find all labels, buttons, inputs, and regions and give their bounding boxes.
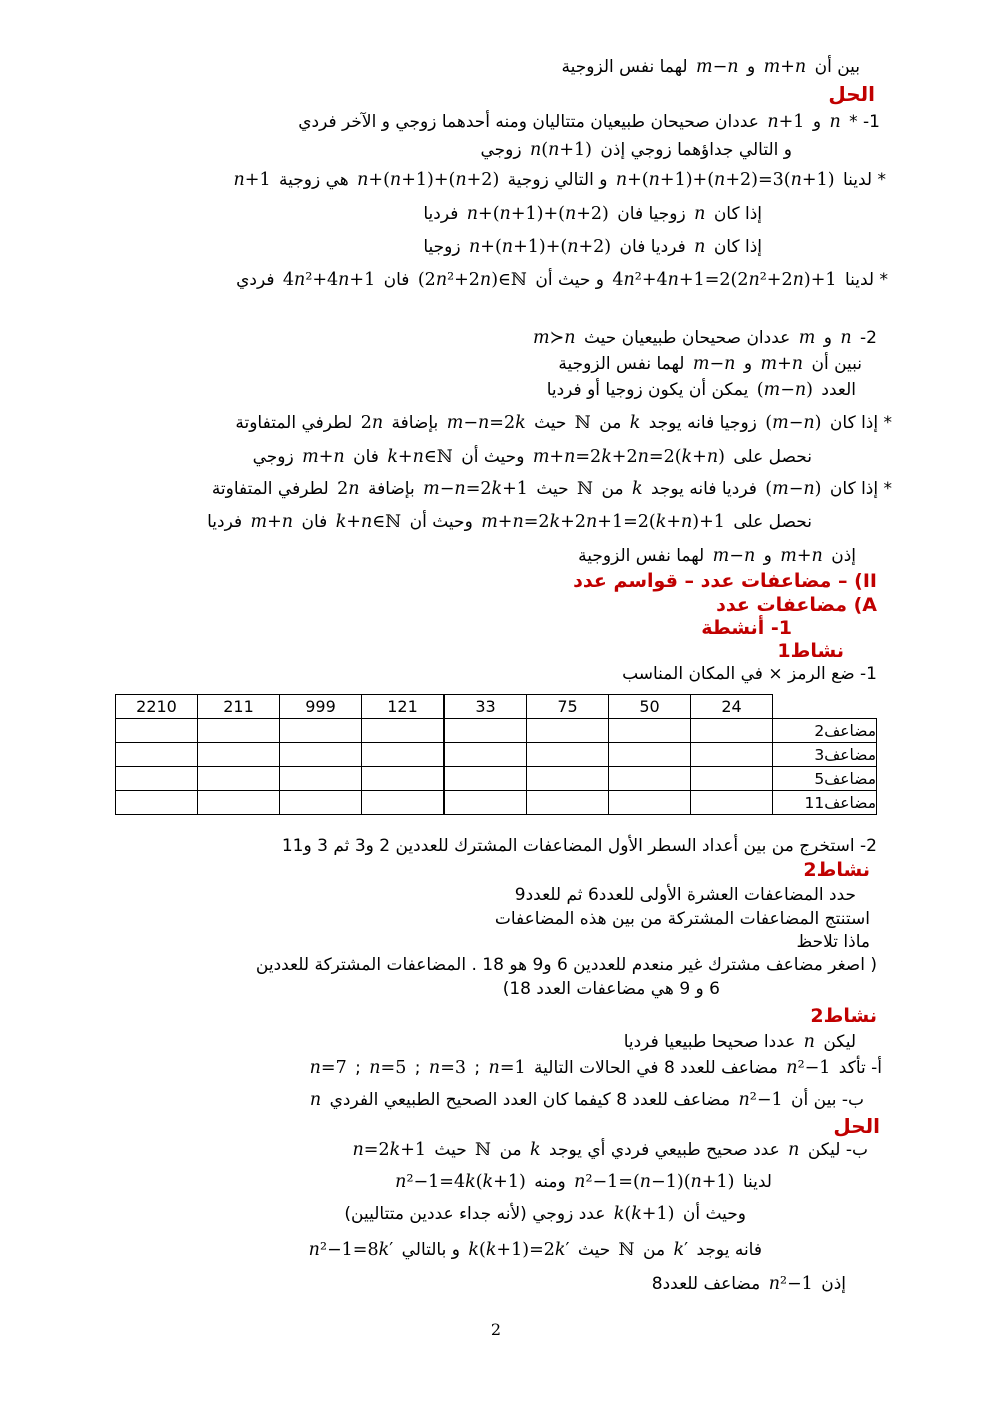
activity1-instruction1 xyxy=(622,664,877,685)
activity3-given xyxy=(624,1032,856,1054)
arabic-text: * إذا كان xyxy=(829,413,892,433)
arabic-text: فرديا xyxy=(423,204,459,224)
arabic-text: حيث xyxy=(534,413,567,433)
arabic-text: و xyxy=(763,546,772,566)
table-cell xyxy=(527,767,609,791)
table-cell xyxy=(691,767,773,791)
table-header-cell: 50 xyxy=(609,695,691,719)
table-cell xyxy=(116,791,198,815)
math-expression: m−n xyxy=(696,57,739,77)
arabic-text: استنتج المضاعفات المشتركة من بين هذه المضاعفات xyxy=(494,909,870,929)
arabic-text: إذن xyxy=(831,546,856,566)
math-expression: (m−n) xyxy=(765,479,822,499)
table-cell xyxy=(362,767,445,791)
activity2-step2 xyxy=(495,909,870,930)
table-corner-cell xyxy=(773,695,877,719)
math-expression: n=3 xyxy=(428,1058,466,1078)
math-expression: k xyxy=(629,413,641,433)
math-expression: n+1 xyxy=(233,170,271,190)
math-expression: m−n xyxy=(712,546,756,566)
arabic-text: ( اصغر مضاعف مشترك غير منعدم للعددين 6 و9 هو 18 . المضاعفات المشتركة للعددين xyxy=(255,955,877,975)
math-expression: (m−n) xyxy=(765,413,822,433)
table-header-cell: 33 xyxy=(444,695,527,719)
table-cell xyxy=(198,743,280,767)
arabic-text: بين أن xyxy=(814,57,860,77)
math-expression: n=7 xyxy=(309,1058,347,1078)
table-cell xyxy=(198,719,280,743)
math-expression: n=1 xyxy=(488,1058,526,1078)
heading-activity-1: نشاط1 xyxy=(777,640,844,662)
math-expression: n²−1=8k′ xyxy=(308,1240,394,1260)
math-expression: m+n xyxy=(760,354,804,374)
math-expression: ℕ xyxy=(475,1140,492,1160)
table-header-cell: 999 xyxy=(280,695,362,719)
math-expression: n(n+1) xyxy=(529,140,592,160)
arabic-text: فرديا فان xyxy=(619,237,686,257)
table-cell xyxy=(280,743,362,767)
arabic-text: ماذا تلاحظ xyxy=(796,932,870,952)
math-expression: ℕ xyxy=(577,479,594,499)
arabic-text: و xyxy=(743,354,753,374)
part2-cases xyxy=(547,380,856,402)
activity2-step1 xyxy=(515,885,856,906)
arabic-text: نحصل على xyxy=(733,447,812,467)
arabic-text: مضاعف للعدد 8 في الحالات التالية xyxy=(534,1058,778,1078)
table-cell xyxy=(527,719,609,743)
math-expression: k′ xyxy=(673,1240,689,1260)
arabic-text: بإضافة xyxy=(367,479,415,499)
table-row-label: مضاعف3 xyxy=(773,743,877,767)
arabic-text: و xyxy=(823,328,832,348)
arabic-text: نحصل على xyxy=(733,512,812,532)
arabic-text: هي زوجية xyxy=(279,170,349,190)
arabic-text: 1- ضع الرمز × في المكان المناسب xyxy=(622,664,877,684)
solution-b-even-product xyxy=(344,1204,746,1226)
math-expression: n+(n+1)+(n+2)=3(n+1) xyxy=(615,170,835,190)
arabic-text: ب- بين أن xyxy=(791,1090,864,1110)
activity3-b xyxy=(307,1090,864,1112)
arabic-text: حيث xyxy=(536,479,569,499)
math-expression: n=2k+1 xyxy=(352,1140,426,1160)
heading-section-a: A) مضاعفات عدد xyxy=(716,594,877,616)
arabic-text: و xyxy=(746,57,756,77)
arabic-text: عددان صحيحان طبيعيان متتاليان ومنه أحدهما زوجي و الآخر فردي xyxy=(298,112,759,132)
math-expression: n=5 xyxy=(369,1058,407,1078)
math-expression: n²−1 xyxy=(738,1090,783,1110)
arabic-text: وحيث أن xyxy=(682,1204,746,1224)
page-number: 2 xyxy=(490,1320,502,1339)
math-expression: m+n=2k+2n+1=2(k+n)+1 xyxy=(481,512,725,532)
math-expression: 2n xyxy=(337,479,360,499)
arabic-text: مضاعف للعدد8 xyxy=(651,1274,761,1294)
heading-solution-2: الحل xyxy=(833,1114,880,1138)
table-row xyxy=(116,791,877,815)
math-expression: m−n=2k+1 xyxy=(423,479,528,499)
math-expression: m−n=2k xyxy=(446,413,526,433)
arabic-text: حيث xyxy=(434,1140,467,1160)
arabic-text: زوجي xyxy=(252,447,294,467)
math-expression: n xyxy=(309,1090,322,1110)
table-cell xyxy=(198,767,280,791)
heading-activity-2b: نشاط2 xyxy=(810,1005,877,1027)
table-cell xyxy=(116,719,198,743)
arabic-text: وحيث أن xyxy=(409,512,473,532)
math-expression: m−n xyxy=(692,354,736,374)
table-cell xyxy=(116,743,198,767)
case-odd-conclusion xyxy=(207,512,812,534)
arabic-text: إذن xyxy=(821,1274,846,1294)
part2-goal xyxy=(558,354,862,376)
arabic-text: مضاعف للعدد 8 كيفما كان العدد الصحيح الطبيعي الفردي xyxy=(329,1090,731,1110)
arabic-text: * لدينا xyxy=(842,170,886,190)
math-expression: (m−n) xyxy=(756,380,813,400)
math-expression: k(k+1)=2k′ xyxy=(468,1240,570,1260)
arabic-text: 1- * xyxy=(849,112,880,132)
arabic-text: فرديا xyxy=(207,512,243,532)
math-expression: n²−1 xyxy=(786,1058,831,1078)
arabic-text: و حيث أن xyxy=(535,270,604,290)
math-expression: m+n xyxy=(780,546,823,566)
case-even-hypothesis xyxy=(235,413,892,435)
math-expression: (2n²+2n)∈ℕ xyxy=(417,270,527,290)
solution-b-conclusion xyxy=(652,1274,846,1296)
math-expression: m+n=2k+2n=2(k+n) xyxy=(532,447,725,467)
math-expression: k+n∈ℕ xyxy=(387,447,453,467)
arabic-text: لهما نفس الزوجية xyxy=(561,57,688,77)
case-n-odd xyxy=(423,237,762,259)
math-expression: n xyxy=(840,328,852,348)
solution-b-kprime xyxy=(306,1240,762,1262)
table-cell xyxy=(444,767,527,791)
table-cell xyxy=(280,791,362,815)
arabic-text: و التالي زوجية xyxy=(507,170,608,190)
math-expression: n+1 xyxy=(767,112,805,132)
math-expression: n²−1=4k(k+1) xyxy=(395,1172,526,1192)
table-row-label: مضاعف2 xyxy=(773,719,877,743)
arabic-text: إذا كان xyxy=(713,237,762,257)
arabic-text: من xyxy=(601,479,624,499)
arabic-text: أ- تأكد xyxy=(838,1058,882,1078)
heading-activities: 1- أنشطة xyxy=(701,617,792,639)
table-cell xyxy=(198,791,280,815)
table-cell xyxy=(362,743,445,767)
activity2-question xyxy=(796,932,870,953)
table-cell xyxy=(609,791,691,815)
table-cell xyxy=(691,791,773,815)
activity3-a xyxy=(307,1058,882,1080)
arabic-text: ; xyxy=(474,1058,481,1078)
part2-conclusion xyxy=(578,546,856,568)
activity2-remark-1 xyxy=(256,955,877,976)
heading-solution-1: الحل xyxy=(828,82,875,106)
math-expression: n xyxy=(829,112,841,132)
math-expression: 4n²+4n+1 xyxy=(282,270,376,290)
table-row xyxy=(116,767,877,791)
multiples-table xyxy=(115,694,877,815)
arabic-text: ; xyxy=(355,1058,361,1078)
arabic-text: عدد صحيح طبيعي فردي أي يوجد xyxy=(549,1140,780,1160)
math-expression: n+(n+1)+(n+2) xyxy=(466,204,609,224)
math-expression: k(k+1) xyxy=(613,1204,675,1224)
math-expression: m xyxy=(798,328,816,348)
table-cell xyxy=(609,767,691,791)
arabic-text: عدد زوجي (لأنه جداء عددين متتاليين) xyxy=(344,1204,606,1224)
arabic-text: فرديا فانه يوجد xyxy=(650,479,757,499)
table-cell xyxy=(362,791,445,815)
arabic-text: زوجيا xyxy=(423,237,461,257)
arabic-text: من xyxy=(643,1240,666,1260)
table-header-cell: 2210 xyxy=(116,695,198,719)
table-row xyxy=(116,743,877,767)
table-cell xyxy=(116,767,198,791)
arabic-text: ليكن xyxy=(823,1032,856,1052)
arabic-text: زوجي xyxy=(480,140,522,160)
table-cell xyxy=(280,767,362,791)
arabic-text: * لدينا xyxy=(844,270,888,290)
arabic-text: ; xyxy=(414,1058,421,1078)
step-odd-square xyxy=(236,270,888,292)
arabic-text: 2- استخرج من بين أعداد السطر الأول المضاعفات المشترك للعددين 2 و3 ثم 3 و11 xyxy=(281,836,877,856)
table-row xyxy=(116,719,877,743)
arabic-text: بإضافة xyxy=(391,413,439,433)
arabic-text: يمكن أن يكون زوجيا أو فرديا xyxy=(546,380,749,400)
math-expression: n xyxy=(694,237,706,257)
math-expression: n xyxy=(694,204,706,224)
table-cell xyxy=(280,719,362,743)
math-expression: n+(n+1)+(n+2) xyxy=(357,170,500,190)
arabic-text: وحيث أن xyxy=(461,447,525,467)
solution-b-setup xyxy=(349,1140,868,1162)
arabic-text: حيث xyxy=(577,1240,611,1260)
activity1-instruction2 xyxy=(282,836,877,857)
arabic-text: لهما نفس الزوجية xyxy=(558,354,685,374)
solution-b-expand xyxy=(392,1172,772,1194)
table-cell xyxy=(527,743,609,767)
arabic-text: عددان صحيحان طبيعيان حيث xyxy=(583,328,791,348)
arabic-text: و بالتالي xyxy=(401,1240,460,1260)
step-1-product xyxy=(480,140,792,162)
problem-statement xyxy=(562,57,860,79)
table-row-label: مضاعف5 xyxy=(773,767,877,791)
math-expression: 2n xyxy=(360,413,384,433)
table-header-cell: 24 xyxy=(691,695,773,719)
arabic-text: من xyxy=(499,1140,522,1160)
math-expression: m≻n xyxy=(532,328,576,348)
arabic-text: لطرفي المتفاوتة xyxy=(211,479,329,499)
arabic-text: إذا كان xyxy=(713,204,762,224)
math-expression: m+n xyxy=(302,447,345,467)
math-expression: k+n∈ℕ xyxy=(335,512,402,532)
arabic-text: لدينا xyxy=(742,1172,772,1192)
arabic-text: لطرفي المتفاوتة xyxy=(235,413,353,433)
math-expression: n²−1 xyxy=(768,1274,813,1294)
arabic-text: 6 و 9 هي مضاعفات العدد 18) xyxy=(502,979,720,999)
part2-given xyxy=(530,328,877,350)
arabic-text: فانه يوجد xyxy=(696,1240,762,1260)
table-cell xyxy=(691,719,773,743)
math-expression: ℕ xyxy=(618,1240,635,1260)
heading-activity-2a: نشاط2 xyxy=(803,859,870,881)
arabic-text: زوجيا فانه يوجد xyxy=(648,413,757,433)
arabic-text: فان xyxy=(383,270,410,290)
arabic-text: فردي xyxy=(236,270,275,290)
table-header-cell: 211 xyxy=(198,695,280,719)
table-cell xyxy=(691,743,773,767)
table-cell xyxy=(444,743,527,767)
step-sum-three xyxy=(231,170,886,192)
arabic-text: نبين أن xyxy=(811,354,862,374)
math-expression: n xyxy=(803,1032,815,1052)
math-expression: m+n xyxy=(763,57,807,77)
table-cell xyxy=(444,719,527,743)
arabic-text: و xyxy=(812,112,822,132)
math-expression: m+n xyxy=(250,512,294,532)
math-expression: ℕ xyxy=(574,413,591,433)
arabic-text: عددا صحيحا طبيعيا فرديا xyxy=(623,1032,796,1052)
table-cell xyxy=(527,791,609,815)
table-cell xyxy=(444,791,527,815)
math-expression: n+(n+1)+(n+2) xyxy=(469,237,612,257)
activity2-remark-2 xyxy=(503,979,720,1000)
arabic-text: فان xyxy=(353,447,379,467)
math-expression: k xyxy=(530,1140,541,1160)
multiples-table-wrap xyxy=(115,694,877,815)
arabic-text: حدد المضاعفات العشرة الأولى للعدد6 ثم للعدد9 xyxy=(514,885,856,905)
table-cell xyxy=(609,719,691,743)
arabic-text: 2- xyxy=(860,328,877,348)
table-header-cell: 121 xyxy=(362,695,445,719)
case-odd-hypothesis xyxy=(212,479,892,501)
table-cell xyxy=(609,743,691,767)
case-even-conclusion xyxy=(253,447,812,469)
arabic-text: * إذا كان xyxy=(829,479,892,499)
math-expression: n²−1=(n−1)(n+1) xyxy=(574,1172,735,1192)
arabic-text: ومنه xyxy=(534,1172,566,1192)
math-expression: k xyxy=(631,479,643,499)
step-1-consecutive xyxy=(298,112,880,134)
table-cell xyxy=(362,719,445,743)
table-header-cell: 75 xyxy=(527,695,609,719)
arabic-text: زوجيا فان xyxy=(617,204,686,224)
table-row-label: مضاعف11 xyxy=(773,791,877,815)
arabic-text: و التالي جداؤهما زوجي إذن xyxy=(600,140,792,160)
arabic-text: من xyxy=(599,413,622,433)
arabic-text: لهما نفس الزوجية xyxy=(578,546,705,566)
case-n-even xyxy=(423,204,762,226)
arabic-text: العدد xyxy=(821,380,856,400)
math-expression: n xyxy=(788,1140,800,1160)
arabic-text: ب- ليكن xyxy=(807,1140,868,1160)
math-expression: 4n²+4n+1=2(2n²+2n)+1 xyxy=(612,270,837,290)
arabic-text: فان xyxy=(301,512,328,532)
heading-section-2: II) – مضاعفات عدد – قواسم عدد xyxy=(573,570,877,592)
